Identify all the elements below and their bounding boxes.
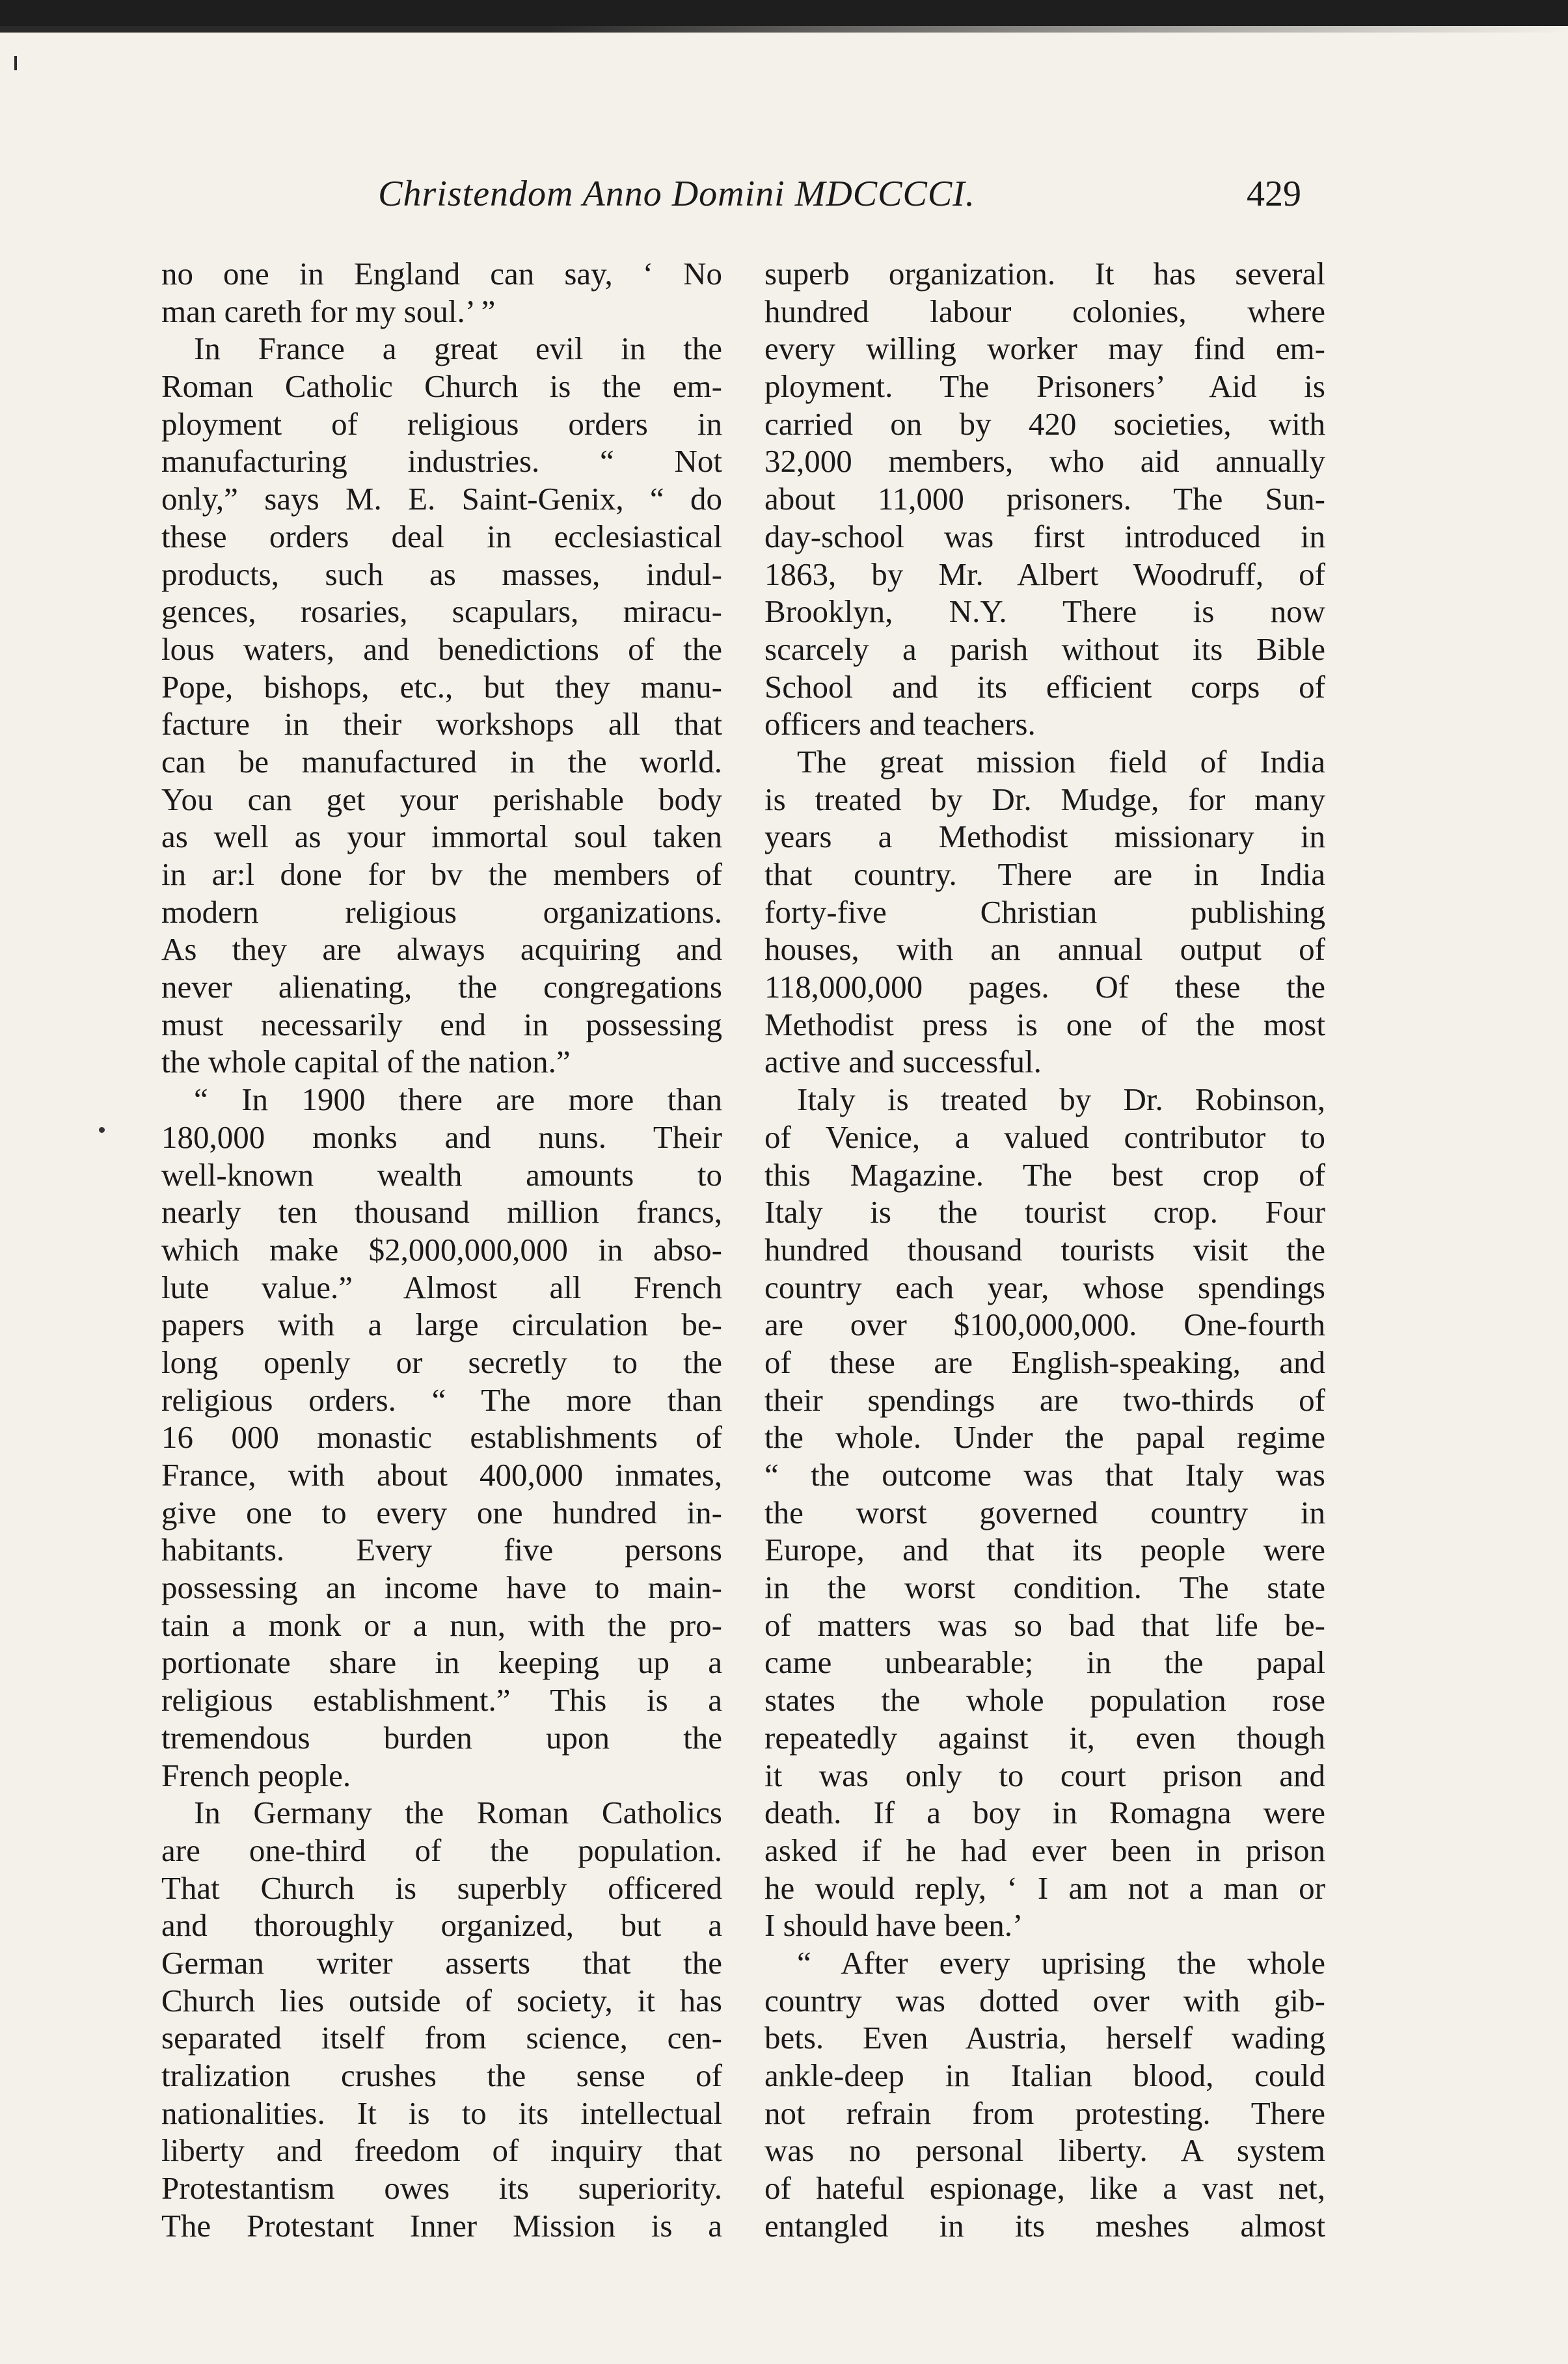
text-line: are over $100,000,000. One-fourth	[764, 1307, 1325, 1343]
text-line: that country. There are in India	[764, 856, 1325, 892]
text-line: country each year, whose spendings	[764, 1269, 1325, 1305]
text-line: manufacturing industries. “ Not	[161, 443, 722, 480]
text-line: nationalities. It is to its intellectual	[161, 2095, 722, 2131]
text-line: houses, with an annual output of	[764, 931, 1325, 968]
right-column	[764, 255, 1325, 2244]
text-line: possessing an income have to main-	[161, 1569, 722, 1606]
paragraph-first-line: The great mission field of India	[797, 743, 1325, 780]
text-line: 118,000,000 pages. Of these the	[764, 969, 1325, 1005]
paragraph-first-line: Italy is treated by Dr. Robinson,	[797, 1081, 1325, 1118]
margin-dot	[99, 1127, 105, 1133]
text-line: are one-third of the population.	[161, 1832, 722, 1868]
text-line: in the worst condition. The state	[764, 1569, 1325, 1606]
text-line: give one to every one hundred in-	[161, 1494, 722, 1530]
text-line: tralization crushes the sense of	[161, 2058, 722, 2093]
text-line: as well as your immortal soul taken	[161, 819, 722, 855]
text-line: French people.	[161, 1757, 351, 1793]
stray-scan-mark	[14, 56, 17, 70]
text-line: As they are always acquiring and	[161, 931, 722, 968]
text-line: France, with about 400,000 inmates,	[161, 1457, 722, 1493]
text-line: entangled in its meshes almost	[764, 2207, 1325, 2244]
text-line: religious orders. “ The more than	[161, 1381, 722, 1418]
text-line: scarcely a parish without its Bible	[764, 631, 1325, 667]
text-line: ployment. The Prisoners’ Aid is	[764, 368, 1325, 405]
text-line: asked if he had ever been in prison	[764, 1832, 1325, 1868]
text-line: 32,000 members, who aid annually	[764, 443, 1325, 480]
left-column	[161, 255, 722, 2244]
text-line: 16 000 monastic establishments of	[161, 1419, 722, 1456]
text-line: tremendous burden upon the	[161, 1719, 722, 1756]
text-line: Brooklyn, N.Y. There is now	[764, 593, 1325, 630]
text-line: I should have been.’	[764, 1907, 1023, 1944]
text-line: bets. Even Austria, herself wading	[764, 2020, 1325, 2056]
text-line: products, such as masses, indul-	[161, 556, 722, 592]
text-line: long openly or secretly to the	[161, 1344, 722, 1380]
text-line: day-school was first introduced in	[764, 518, 1325, 554]
paragraph-first-line: “ In 1900 there are more than	[194, 1081, 722, 1118]
text-line: ployment of religious orders in	[161, 405, 722, 442]
text-line: of Venice, a valued contributor to	[764, 1119, 1325, 1155]
page-number: 429	[1247, 174, 1301, 214]
text-line: superb organization. It has several	[764, 256, 1325, 292]
text-line: he would reply, ‘ I am not a man or	[764, 1869, 1325, 1906]
text-line: their spendings are two-thirds of	[764, 1381, 1325, 1418]
text-line: can be manufactured in the world.	[161, 743, 722, 780]
text-line: came unbearable; in the papal	[764, 1644, 1325, 1681]
text-line: repeatedly against it, even though	[764, 1719, 1325, 1756]
text-line: death. If a boy in Romagna were	[764, 1795, 1325, 1831]
text-line: years a Methodist missionary in	[764, 819, 1325, 855]
text-line: 180,000 monks and nuns. Their	[161, 1119, 722, 1155]
text-line: You can get your perishable body	[161, 781, 722, 817]
text-line: no one in England can say, ‘ No	[161, 256, 722, 292]
paragraph-first-line: “ After every uprising the whole	[797, 1944, 1325, 1981]
running-title: Christendom Anno Domini MDCCCCI.	[378, 174, 975, 214]
text-line: must necessarily end in possessing	[161, 1006, 722, 1042]
text-line: this Magazine. The best crop of	[764, 1156, 1325, 1193]
text-line: liberty and freedom of inquiry that	[161, 2132, 722, 2169]
text-line: not refrain from protesting. There	[764, 2095, 1325, 2131]
text-line: of hateful espionage, like a vast net,	[764, 2170, 1325, 2207]
text-line: lute value.” Almost all French	[161, 1269, 722, 1305]
text-line: is treated by Dr. Mudge, for many	[764, 781, 1325, 817]
text-line: lous waters, and benedictions of the	[161, 631, 722, 667]
text-line: man careth for my soul.’ ”	[161, 293, 496, 329]
text-line: carried on by 420 societies, with	[764, 405, 1325, 442]
text-line: “ the outcome was that Italy was	[764, 1457, 1325, 1493]
text-line: which make $2,000,000,000 in abso-	[161, 1231, 722, 1268]
text-line: Italy is the tourist crop. Four	[764, 1194, 1325, 1230]
text-line: papers with a large circulation be-	[161, 1307, 722, 1343]
text-line: and thoroughly organized, but a	[161, 1907, 722, 1944]
text-line: the worst governed country in	[764, 1494, 1325, 1530]
text-line: hundred thousand tourists visit the	[764, 1231, 1325, 1268]
text-line: of these are English-speaking, and	[764, 1344, 1325, 1380]
text-line: ankle-deep in Italian blood, could	[764, 2058, 1325, 2093]
top-edge-rule-taper	[0, 26, 1568, 33]
text-line: School and its efficient corps of	[764, 668, 1325, 705]
text-line: separated itself from science, cen-	[161, 2020, 722, 2056]
text-line: the whole. Under the papal regime	[764, 1419, 1325, 1456]
text-line: The Protestant Inner Mission is a	[161, 2207, 722, 2244]
text-line: never alienating, the congregations	[161, 969, 722, 1005]
text-line: hundred labour colonies, where	[764, 293, 1325, 329]
text-line: the whole capital of the nation.”	[161, 1044, 571, 1080]
text-line: states the whole population rose	[764, 1682, 1325, 1719]
text-line: portionate share in keeping up a	[161, 1644, 722, 1681]
text-line: Pope, bishops, etc., but they manu-	[161, 668, 722, 705]
text-line: German writer asserts that the	[161, 1944, 722, 1981]
text-line: forty-five Christian publishing	[764, 893, 1325, 930]
text-line: tain a monk or a nun, with the pro-	[161, 1607, 722, 1643]
text-line: gences, rosaries, scapulars, miracu-	[161, 593, 722, 630]
paragraph-first-line: In Germany the Roman Catholics	[194, 1795, 722, 1831]
text-line: That Church is superbly officered	[161, 1869, 722, 1906]
text-line: Europe, and that its people were	[764, 1532, 1325, 1568]
text-line: country was dotted over with gib-	[764, 1982, 1325, 2018]
text-line: well-known wealth amounts to	[161, 1156, 722, 1193]
text-line: about 11,000 prisoners. The Sun-	[764, 481, 1325, 517]
text-line: Church lies outside of society, it has	[161, 1982, 722, 2018]
text-line: habitants. Every five persons	[161, 1532, 722, 1568]
text-line: religious establishment.” This is a	[161, 1682, 722, 1719]
text-line: facture in their workshops all that	[161, 706, 722, 742]
text-line: Roman Catholic Church is the em-	[161, 368, 722, 405]
text-line: was no personal liberty. A system	[764, 2132, 1325, 2169]
text-line: Protestantism owes its superiority.	[161, 2170, 722, 2207]
top-edge-rule	[0, 0, 1568, 26]
text-line: only,” says M. E. Saint-Genix, “ do	[161, 481, 722, 517]
text-line: of matters was so bad that life be-	[764, 1607, 1325, 1643]
text-line: nearly ten thousand million francs,	[161, 1194, 722, 1230]
text-line: active and successful.	[764, 1044, 1042, 1080]
text-line: every willing worker may find em-	[764, 331, 1325, 367]
text-line: it was only to court prison and	[764, 1757, 1325, 1793]
text-line: these orders deal in ecclesiastical	[161, 518, 722, 554]
text-line: officers and teachers.	[764, 706, 1036, 742]
paragraph-first-line: In France a great evil in the	[194, 331, 722, 367]
text-line: in ar:l done for bv the members of	[161, 856, 722, 892]
text-line: 1863, by Mr. Albert Woodruff, of	[764, 556, 1325, 592]
text-line: modern religious organizations.	[161, 893, 722, 930]
text-line: Methodist press is one of the most	[764, 1006, 1325, 1042]
